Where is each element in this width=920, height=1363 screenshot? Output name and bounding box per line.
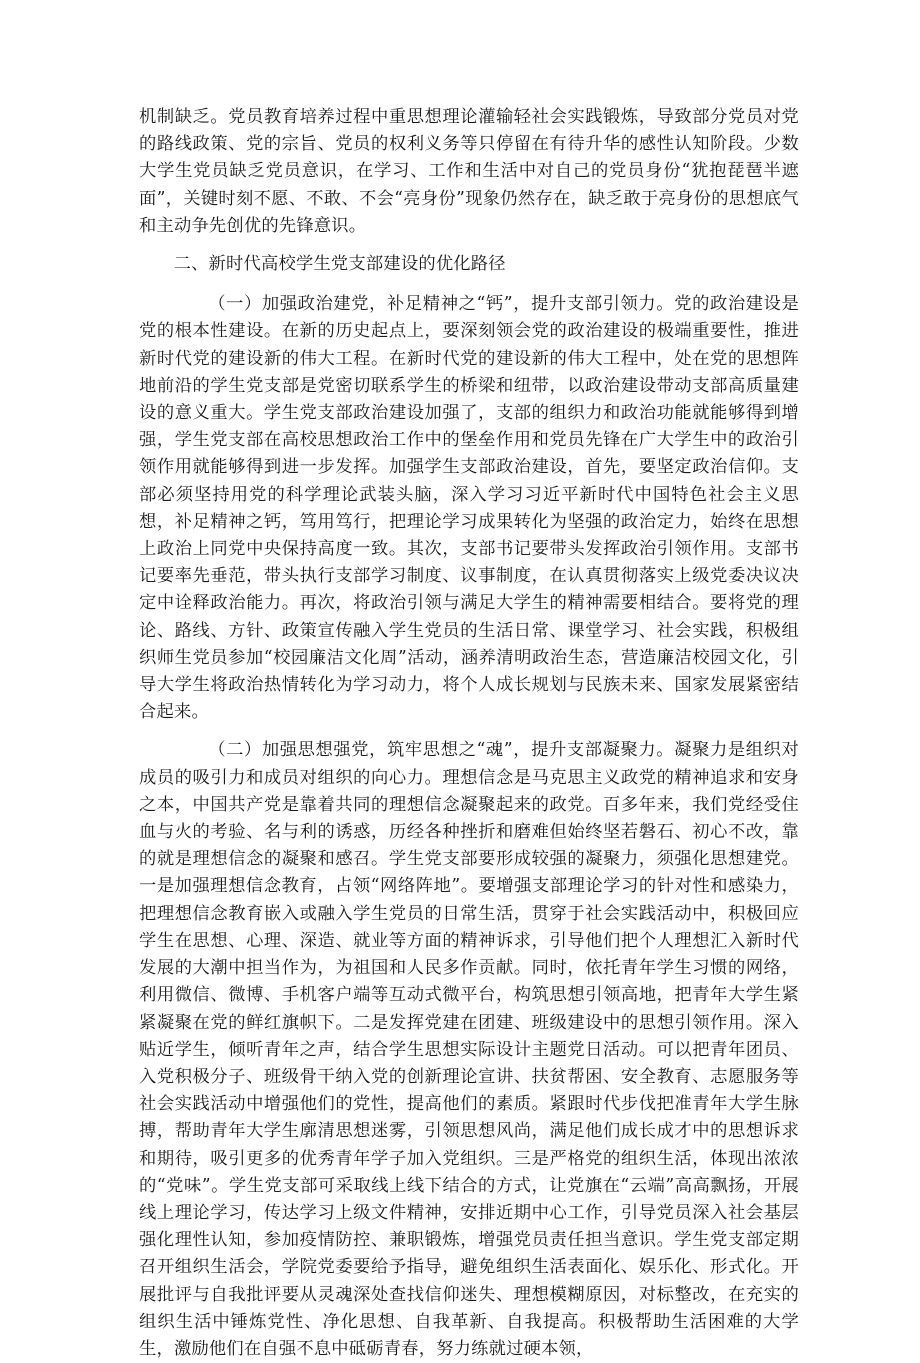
section-heading: 二、新时代高校学生党支部建设的优化路径 xyxy=(173,254,506,275)
paragraph-ideological-construction: （二）加强思想强党，筑牢思想之“魂”，提升支部凝聚力。凝聚力是组织对成员的吸引力和成员对组织的向心力。理想信念是马克思主义政党的精神追求和安身之本，中国共产党是靠着共同的理想信念凝聚起来的政党。百多年来，我们党经受住血与火的考验、名与利的诱惑，历经各种挫折和磨难但始终坚若磐石、初心不改，靠的就是理想信念的凝聚和感召。学生党支部要形成较强的凝聚力，须强化思想建党。一是加强理想信念教育，占领“网络阵地”。要增强支部理论学习的针对性和感染力，把理想信念教育嵌入或融入学生党员的日常生活，贯穿于社会实践活动中，积极回应学生在思想、心理、深造、就业等方面的精神诉求，引导他们把个人理想汇入新时代发展的大潮中担当作为，为祖国和人民多作贡献。同时，依托青年学生习惯的网络，利用微信、微博、手机客户端等互动式微平台，构筑思想引领高地，把青年大学生紧紧凝聚在党的鲜红旗帜下。二是发挥党建在团建、班级建设中的思想引领作用。深入贴近学生，倾听青年之声，结合学生思想实际设计主题党日活动。可以把青年团员、入党积极分子、班级骨干纳入党的创新理论宣讲、扶贫帮困、安全教育、志愿服务等社会实践活动中增强他们的党性，提高他们的素质。紧跟时代步伐把准青年大学生脉搏，帮助青年大学生廓清思想迷雾，引领思想风尚，满足他们成长成才中的思想诉求和期待，吸引更多的优秀青年学子加入党组织。三是严格党的组织生活，体现出浓浓的“党味”。学生党支部可采取线上线下结合的方式，让党旗在“云端”高高飘扬，开展线上理论学习，传达学习上级文件精神，安排近期中心工作，引导党员深入社会基层强化理性认知，参加疫情防控、兼职锻炼，增强党员责任担当意识。学生党支部定期召开组织生活会，学院党委要给予指导，避免组织生活表面化、娱乐化、形式化。开展批评与自我批评要从灵魂深处查找信仰迷失、理想模糊原因，对标整改，在充实的组织生活中锤炼党性、净化思想、自我革新、自我提高。积极帮助生活困难的大学生，激励他们在自强不息中砥砺青春，努力练就过硬本领， xyxy=(139,740,799,1359)
intro-paragraph: 机制缺乏。党员教育培养过程中重思想理论灌输轻社会实践锻炼，导致部分党员对党的路线政策、党的宗旨、党员的权利义务等只停留在有待升华的感性认知阶段。少数大学生党员缺乏党员意识，在学习、工作和生活中对自己的党员身份“犹抱琵琶半遮面”，关键时刻不愿、不敢、不会“亮身份”现象仍然存在，缺乏敢于亮身份的思想底气和主动争先创优的先锋意识。 xyxy=(139,107,799,236)
document-body xyxy=(139,104,799,1363)
paragraph-political-construction: （一）加强政治建党，补足精神之“钙”，提升支部引领力。党的政治建设是党的根本性建设。在新的历史起点上，要深刻领会党的政治建设的极端重要性，推进新时代党的建设新的伟大工程。在新时代党的建设新的伟大工程中，处在党的思想阵地前沿的学生党支部是党密切联系学生的桥梁和纽带，以政治建设带动支部高质量建设的意义重大。学生党支部政治建设加强了，支部的组织力和政治功能就能够得到增强，学生党支部在高校思想政治工作中的堡垒作用和党员先锋在广大学生中的政治引领作用就能够得到进一步发挥。加强学生支部政治建设，首先，要坚定政治信仰。支部必须坚持用党的科学理论武装头脑，深入学习习近平新时代中国特色社会主义思想，补足精神之钙，笃用笃行，把理论学习成果转化为坚强的政治定力，始终在思想上政治上同党中央保持高度一致。其次，支部书记要带头发挥政治引领作用。支部书记要率先垂范，带头执行支部学习制度、议事制度，在认真贯彻落实上级党委决议决定中诠释政治能力。再次，将政治引领与满足大学生的精神需要相结合。要将党的理论、路线、方针、政策宣传融入学生党员的生活日常、课堂学习、社会实践，积极组织师生党员参加“校园廉洁文化周”活动，涵养清明政治生态，营造廉洁校园文化，引导大学生将政治热情转化为学习动力，将个人成长规划与民族未来、国家发展紧密结合起来。 xyxy=(139,294,799,723)
